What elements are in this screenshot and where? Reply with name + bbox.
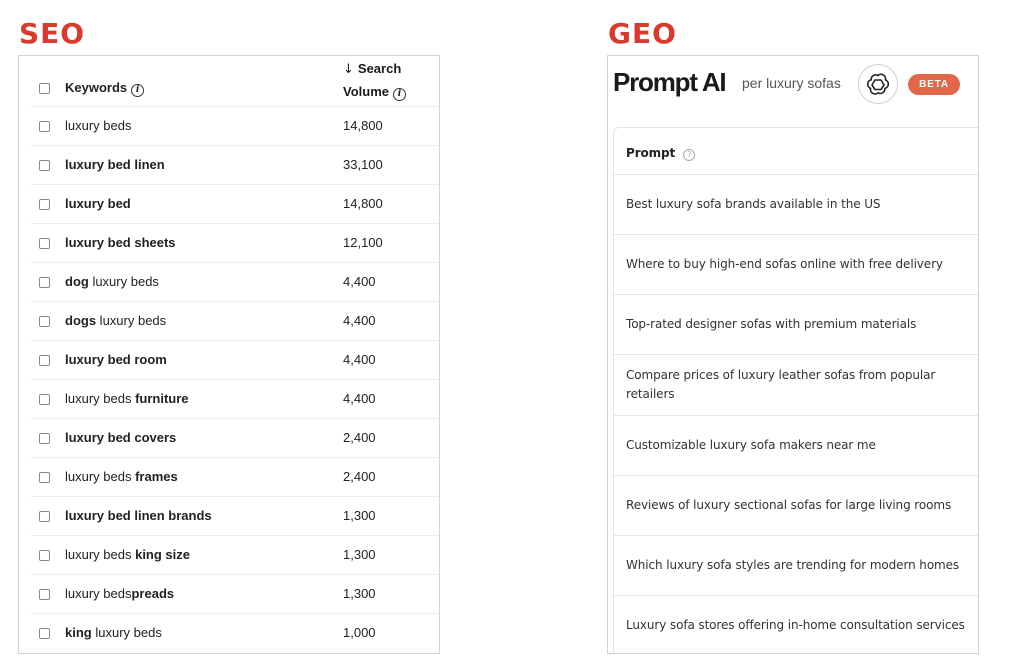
table-row[interactable]: [31, 536, 439, 575]
keyword-text-part: luxury beds: [65, 118, 132, 133]
row-checkbox[interactable]: [39, 472, 50, 483]
search-volume-cell: 1,300: [343, 547, 376, 562]
keyword-text-part: luxury beds: [65, 586, 132, 601]
keyword-text-part: luxury beds: [91, 625, 162, 640]
help-icon[interactable]: ?: [683, 149, 695, 161]
row-checkbox[interactable]: [39, 160, 50, 171]
keyword-cell[interactable]: [65, 508, 212, 523]
table-row[interactable]: [31, 224, 439, 263]
keyword-text-part: king size: [135, 547, 191, 562]
table-row[interactable]: [31, 107, 439, 146]
table-row[interactable]: [31, 380, 439, 419]
prompt-text: Top-rated designer sofas with premium materials: [626, 317, 917, 331]
keyword-cell[interactable]: [65, 274, 159, 289]
prompt-row[interactable]: [614, 536, 979, 596]
keyword-text-part: frames: [135, 469, 178, 484]
prompt-text: Luxury sofa stores offering in-home consultation services: [626, 618, 965, 632]
keyword-cell[interactable]: [65, 118, 131, 133]
info-icon[interactable]: i: [393, 88, 406, 101]
geo-prompt-panel: [607, 55, 979, 654]
prompt-row[interactable]: [614, 476, 979, 536]
keyword-text-part: luxury bed linen brands: [65, 508, 212, 523]
seo-section-title: SEO: [19, 17, 86, 50]
prompt-row[interactable]: [614, 416, 979, 476]
keywords-column-header[interactable]: Keywords i: [65, 80, 144, 97]
row-checkbox[interactable]: [39, 433, 50, 444]
prompt-list-header: [614, 128, 979, 175]
product-subtitle: per luxury sofas: [742, 75, 841, 91]
keyword-cell[interactable]: [65, 235, 176, 250]
table-row[interactable]: [31, 302, 439, 341]
row-checkbox[interactable]: [39, 394, 50, 405]
table-row[interactable]: [31, 146, 439, 185]
keyword-text-part: luxury bed linen: [65, 157, 165, 172]
keyword-cell[interactable]: [65, 469, 178, 484]
search-volume-cell: 2,400: [343, 469, 376, 484]
row-checkbox[interactable]: [39, 238, 50, 249]
search-volume-cell: 14,800: [343, 118, 383, 133]
row-checkbox[interactable]: [39, 121, 50, 132]
seo-keywords-table: [18, 55, 440, 654]
row-checkbox[interactable]: [39, 199, 50, 210]
search-volume-cell: 14,800: [343, 196, 383, 211]
keyword-text-part: luxury beds: [96, 313, 167, 328]
table-header-row: [31, 56, 439, 107]
keyword-cell[interactable]: [65, 352, 167, 367]
keyword-text-part: dog: [65, 274, 89, 289]
keyword-cell[interactable]: [65, 313, 166, 328]
prompt-text: Which luxury sofa styles are trending for modern homes: [626, 558, 960, 572]
prompt-row[interactable]: [614, 596, 979, 654]
keyword-cell[interactable]: [65, 547, 190, 562]
product-title: Prompt AI: [613, 67, 726, 97]
search-volume-cell: 1,300: [343, 508, 376, 523]
search-volume-cell: 1,000: [343, 625, 376, 640]
keyword-cell[interactable]: [65, 391, 189, 406]
keyword-text-part: furniture: [135, 391, 189, 406]
keyword-cell[interactable]: [65, 625, 162, 640]
keyword-text-part: luxury beds: [65, 469, 136, 484]
table-row[interactable]: [31, 614, 439, 653]
keyword-text-part: king: [65, 625, 92, 640]
search-volume-cell: 4,400: [343, 313, 376, 328]
table-row[interactable]: [31, 341, 439, 380]
geo-header: [608, 56, 979, 116]
keyword-cell[interactable]: [65, 157, 165, 172]
prompt-row[interactable]: [614, 235, 979, 295]
keyword-text-part: preads: [131, 586, 175, 601]
prompt-column-header: Prompt: [626, 146, 676, 160]
select-all-checkbox[interactable]: [39, 83, 50, 94]
prompt-row[interactable]: [614, 355, 979, 416]
table-row[interactable]: [31, 419, 439, 458]
keyword-text-part: dogs: [65, 313, 97, 328]
prompt-text: Reviews of luxury sectional sofas for large living rooms: [626, 498, 952, 512]
search-volume-cell: 2,400: [343, 430, 376, 445]
geo-section-title: GEO: [608, 17, 677, 50]
openai-logo-icon: [858, 64, 898, 104]
row-checkbox[interactable]: [39, 589, 50, 600]
table-row[interactable]: [31, 575, 439, 614]
prompt-row[interactable]: [614, 175, 979, 235]
table-row[interactable]: [31, 497, 439, 536]
row-checkbox[interactable]: [39, 316, 50, 327]
keyword-cell[interactable]: [65, 196, 131, 211]
prompt-text: Best luxury sofa brands available in the US: [626, 197, 881, 211]
keyword-text-part: luxury bed sheets: [65, 235, 176, 250]
row-checkbox[interactable]: [39, 550, 50, 561]
keyword-text-part: luxury bed: [65, 196, 131, 211]
keyword-text-part: luxury beds: [65, 547, 136, 562]
info-icon[interactable]: i: [131, 84, 144, 97]
keyword-cell[interactable]: [65, 430, 176, 445]
table-row[interactable]: [31, 458, 439, 497]
beta-badge: BETA: [908, 74, 960, 95]
table-row[interactable]: [31, 185, 439, 224]
prompt-text: Where to buy high-end sofas online with free delivery: [626, 257, 943, 271]
search-volume-cell: 12,100: [343, 235, 383, 250]
row-checkbox[interactable]: [39, 277, 50, 288]
keyword-cell[interactable]: [65, 586, 174, 601]
sort-down-arrow-icon: ↓: [343, 62, 354, 77]
search-volume-cell: 4,400: [343, 352, 376, 367]
row-checkbox[interactable]: [39, 628, 50, 639]
search-volume-column-header[interactable]: ↓ Search Volume i: [343, 58, 406, 103]
keyword-text-part: luxury beds: [65, 391, 136, 406]
search-volume-cell: 33,100: [343, 157, 383, 172]
keyword-text-part: luxury bed room: [65, 352, 167, 367]
row-checkbox[interactable]: [39, 511, 50, 522]
search-volume-cell: 1,300: [343, 586, 376, 601]
table-row[interactable]: [31, 263, 439, 302]
prompt-list: [613, 127, 979, 654]
prompt-row[interactable]: [614, 295, 979, 355]
row-checkbox[interactable]: [39, 355, 50, 366]
keyword-text-part: luxury beds: [88, 274, 159, 289]
search-volume-cell: 4,400: [343, 274, 376, 289]
prompt-text: Compare prices of luxury leather sofas from popular retailers: [626, 368, 936, 401]
search-volume-cell: 4,400: [343, 391, 376, 406]
prompt-text: Customizable luxury sofa makers near me: [626, 438, 876, 452]
keyword-text-part: luxury bed covers: [65, 430, 177, 445]
